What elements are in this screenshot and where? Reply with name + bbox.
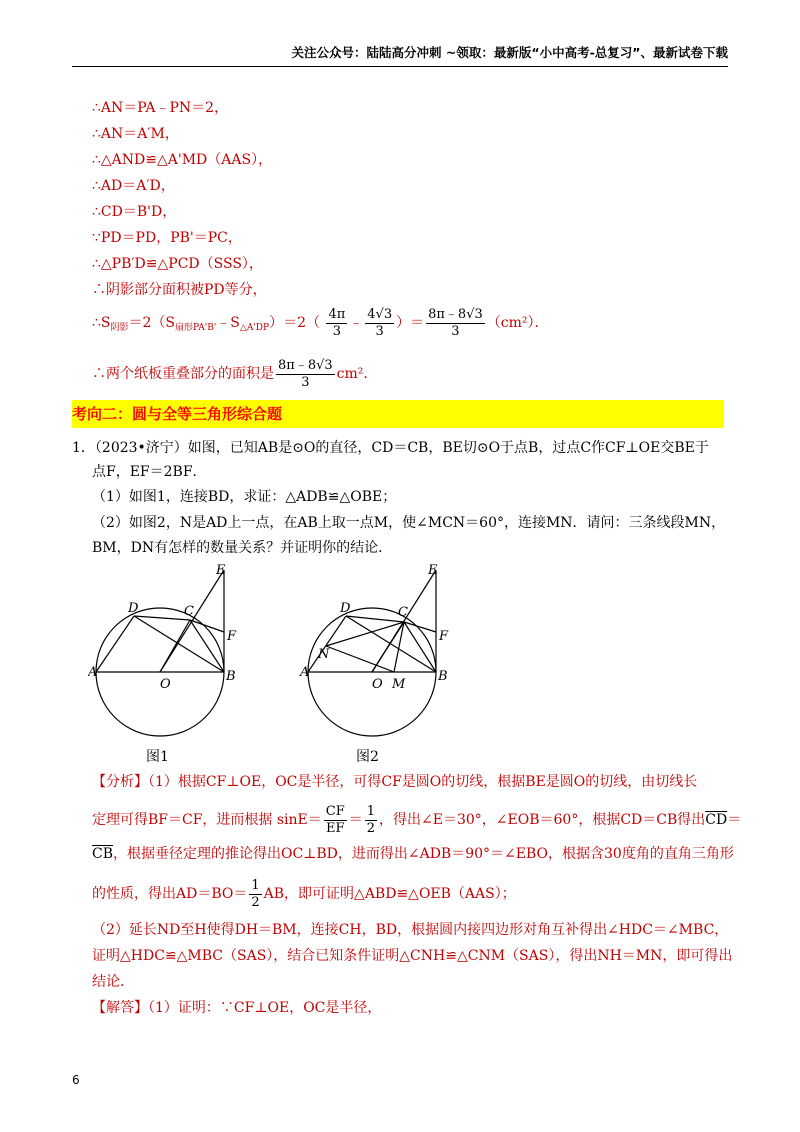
page-header xyxy=(72,40,728,67)
proof-line-7: ∴△PB′D≌△PCD（SSS）， xyxy=(92,256,263,272)
conclusion-line: ∴两个纸板重叠部分的面积是 $\frac{8\pi﹣8√3}{3}$ cm²． xyxy=(92,357,378,390)
label-f-2: F xyxy=(439,629,449,644)
answer-line-1: 【解答】（1）证明：∵CF⊥OE，OC是半径， xyxy=(92,1000,382,1016)
page-number: 6 xyxy=(72,1073,80,1087)
fraction-4pi-over-3: $\frac{4\pi}{3}$ xyxy=(328,306,346,339)
question-line-2: 点F，EF＝2BF． xyxy=(92,464,207,480)
proof-line-4: ∴AD＝A′D， xyxy=(92,178,175,194)
figure-1-caption: 图1 xyxy=(146,749,169,765)
label-m: M xyxy=(392,677,406,692)
label-b: B xyxy=(226,669,236,684)
analysis-line-7: 结论． xyxy=(92,974,134,990)
arc-cd: $\overline{CD}$ xyxy=(705,812,728,828)
label-a-2: A xyxy=(300,665,310,680)
label-f: F xyxy=(227,629,237,644)
analysis-line-5: （2）延长ND至H使得DH＝BM，连接CH，BD，根据圆内接四边形对角互补得出∠HDC＝∠MBC， xyxy=(92,922,729,938)
proof-line-5: ∴CD＝B'D， xyxy=(92,204,177,220)
figure-2-caption: 图2 xyxy=(356,749,379,765)
proof-line-8: ∴阴影部分面积被PD等分， xyxy=(92,282,267,298)
fraction-one-half: $\frac{1}{2}$ xyxy=(366,803,376,836)
proof-line-6: ∵PD＝PD，PB'＝PC， xyxy=(92,230,242,246)
proof-line-1: ∴AN＝PA﹣PN＝2， xyxy=(92,100,229,116)
question-line-1: 1．（2023•济宁）如图，已知AB是⊙O的直径，CD＝CB，BE切⊙O于点B，过点C作CF⊥OE交BE于 xyxy=(72,440,709,456)
fraction-half: $\frac{1}{2}$ xyxy=(251,877,260,910)
label-e-2: E xyxy=(428,563,438,578)
answer-tag: 【解答】 xyxy=(92,1000,148,1016)
analysis-line-1: 【分析】（1）根据CF⊥OE，OC是半径，可得CF是圆O的切线，根据BE是圆O的切线，由切线长 xyxy=(92,774,698,790)
label-o-2: O xyxy=(372,677,383,692)
label-d-2: D xyxy=(340,601,351,616)
label-c: C xyxy=(184,604,194,619)
fraction-overlap-area: $\frac{8\pi﹣8√3}{3}$ xyxy=(278,357,333,390)
question-part-2a: （2）如图2，N是AD上一点，在AB上取一点M，使∠MCN＝60°，连接MN．请问：三条线段MN， xyxy=(92,515,726,531)
fraction-result: $\frac{8\pi﹣8√3}{3}$ xyxy=(428,306,483,339)
section-title: 考向二：圆与全等三角形综合题 xyxy=(72,400,724,428)
label-o: O xyxy=(160,677,171,692)
analysis-line-3: $\overline{CB}$，根据垂径定理的推论得出OC⊥BD，进而得出∠ADB＝90°＝∠EBO，根据含30度角的直角三角形 xyxy=(92,846,734,862)
analysis-line-2: 定理可得BF＝CF，进而根据 sinE＝ $\frac{CF}{EF}$ ＝ $\frac{1}{2}$ ，得出∠E＝30°，∠EOB＝60°，根据CD＝CB得出$\overline{CD}=$ xyxy=(92,803,742,836)
proof-line-2: ∴AN＝A′M， xyxy=(92,126,179,142)
question-part-1: （1）如图1，连接BD，求证：△ADB≌△OBE； xyxy=(92,489,397,505)
label-d: D xyxy=(128,601,139,616)
analysis-line-6: 证明△HDC≌△MBC（SAS），结合已知条件证明△CNH≌△CNM（SAS），得出NH＝MN，即可得出 xyxy=(92,948,733,964)
analysis-line-4: 的性质，得出AD＝BO＝ $\frac{1}{2}$ AB，即可证明△ABD≌△OEB（AAS）； xyxy=(92,877,516,910)
label-c-2: C xyxy=(398,605,408,620)
label-e: E xyxy=(216,563,226,578)
label-n: N xyxy=(318,647,330,662)
proof-line-3: ∴△AND≌△A'MD（AAS）， xyxy=(92,152,273,168)
question-part-2b: BM，DN有怎样的数量关系？并证明你的结论． xyxy=(92,540,393,556)
fraction-cf-ef: $\frac{CF}{EF}$ xyxy=(325,803,345,836)
fraction-4sqrt3-over-3: $\frac{4√3}{3}$ xyxy=(367,306,393,339)
analysis-tag: 【分析】 xyxy=(92,774,148,790)
area-formula-line: $\therefore S_{阴影}=2(S_{扇形PA'B'}﹣S_{\triangle A'DP})=2$（ $\frac{4\pi}{3}$ ﹣ $\frac{4√3}{3}$ ）＝ $\frac{8\pi﹣8√3}{3}$ （cm²）． xyxy=(92,306,549,339)
figure-1 xyxy=(88,560,248,740)
label-b-2: B xyxy=(438,669,448,684)
header-text: 关注公众号：陆陆高分冲刺 ~领取：最新版“小中高考-总复习”、最新试卷下载 xyxy=(291,45,728,60)
label-a: A xyxy=(88,665,98,680)
figure-2 xyxy=(296,560,456,740)
arc-cb: $\overline{CB}$ xyxy=(92,846,113,862)
